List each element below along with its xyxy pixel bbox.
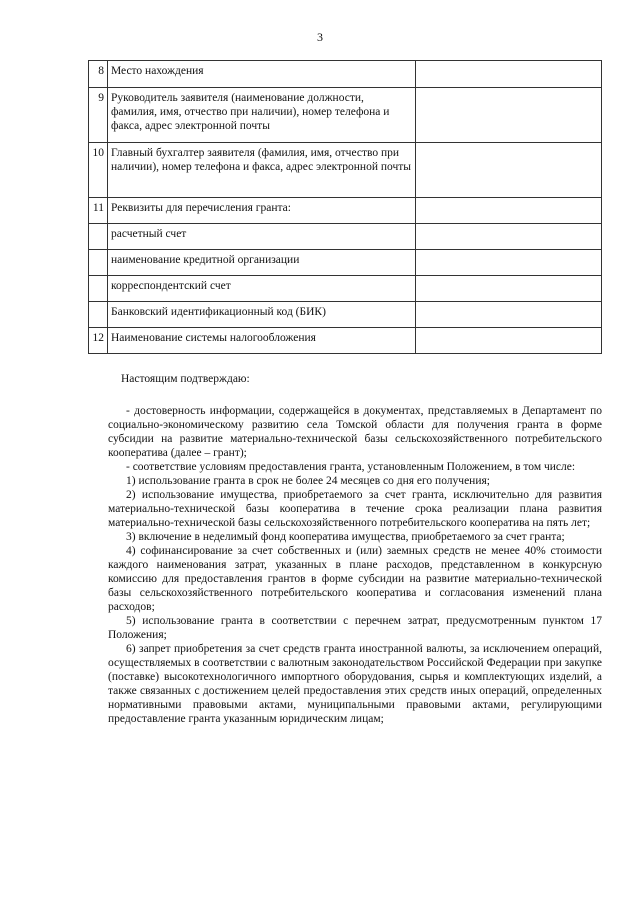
table-row (89, 328, 602, 354)
paragraph-compliance: - соответствие условиям предоставления гранта, установленным Положением, в том числе: (126, 461, 576, 473)
table-row (89, 276, 602, 302)
paragraph-item-4: 4) софинансирование за счет собственных и (или) заемных средств не менее 40% стоимости каждого наименования затрат, указанных в плане расходов, представленном в конкурсную комиссию для предоставления грантов в форме субсидии на развитие материально-технической базы сельскохозяйственного потребительского кооператива и согласования изменений плана расходов; (108, 545, 602, 613)
table-row (89, 61, 602, 88)
row-label: Главный бухгалтер заявителя (фамилия, имя, отчество при наличии), номер телефона и факса, адрес электронной почты (107, 143, 415, 198)
paragraph-item-5: 5) использование гранта в соответствии с перечнем затрат, предусмотренным пунктом 17 Положения; (108, 615, 602, 641)
row-value (415, 250, 601, 276)
paragraph-item-2: 2) использование имущества, приобретаемого за счет гранта, исключительно для развития материально-технической базы кооператива в течение срока реализации плана развития материально-технической базы сельскохозяйственного потребительского кооператива на пять лет; (108, 489, 602, 529)
row-value (415, 276, 601, 302)
row-label: Наименование системы налогообложения (107, 328, 415, 354)
row-label: наименование кредитной организации (107, 250, 415, 276)
paragraph-reliability: - достоверность информации, содержащейся в документах, представляемых в Департамент по социально-экономическому развитию села Томской области для получения гранта в форме субсидии на развитие материально-технической базы сельскохозяйственного потребительского кооператива (далее – грант); (108, 405, 602, 459)
row-label: Банковский идентификационный код (БИК) (107, 302, 415, 328)
applicant-info-table (88, 60, 602, 354)
table-row (89, 224, 602, 250)
row-value (415, 328, 601, 354)
row-number (89, 224, 108, 250)
row-label: расчетный счет (107, 224, 415, 250)
table-row (89, 302, 602, 328)
row-number: 11 (89, 198, 108, 224)
row-label: Реквизиты для перечисления гранта: (107, 198, 415, 224)
row-value (415, 302, 601, 328)
confirmation-heading: Настоящим подтверждаю: (121, 373, 250, 385)
row-label: корреспондентский счет (107, 276, 415, 302)
paragraph-item-3: 3) включение в неделимый фонд кооператива имущества, приобретаемого за счет гранта; (126, 531, 565, 543)
row-value (415, 143, 601, 198)
row-value (415, 224, 601, 250)
paragraph-item-6: 6) запрет приобретения за счет средств гранта иностранной валюты, за исключением операций, осуществляемых в соответствии с валютным законодательством Российской Федерации при закупке (поставке) высокотехнологичного импортного оборудования, сырья и комплектующих изделий, а также связанных с достижением целей предоставления этих средств иных операций, определенных нормативными правовыми актами, муниципальными правовыми актами, регулирующими предоставление гранта указанным юридическим лицам; (108, 643, 602, 725)
row-number (89, 250, 108, 276)
row-number: 8 (89, 61, 108, 88)
table-row (89, 198, 602, 224)
row-label: Место нахождения (107, 61, 415, 88)
table-row (89, 250, 602, 276)
row-value (415, 61, 601, 88)
row-value (415, 198, 601, 224)
row-number: 12 (89, 328, 108, 354)
row-number (89, 302, 108, 328)
row-value (415, 88, 601, 143)
confirmation-section (108, 372, 602, 726)
row-number: 10 (89, 143, 108, 198)
row-number (89, 276, 108, 302)
page-number: 3 (317, 30, 323, 44)
table-row (89, 88, 602, 143)
row-number: 9 (89, 88, 108, 143)
paragraph-item-1: 1) использование гранта в срок не более 24 месяцев со дня его получения; (126, 475, 490, 487)
row-label: Руководитель заявителя (наименование должности, фамилия, имя, отчество при наличии), номер телефона и факса, адрес электронной почты (107, 88, 415, 143)
table-row (89, 143, 602, 198)
